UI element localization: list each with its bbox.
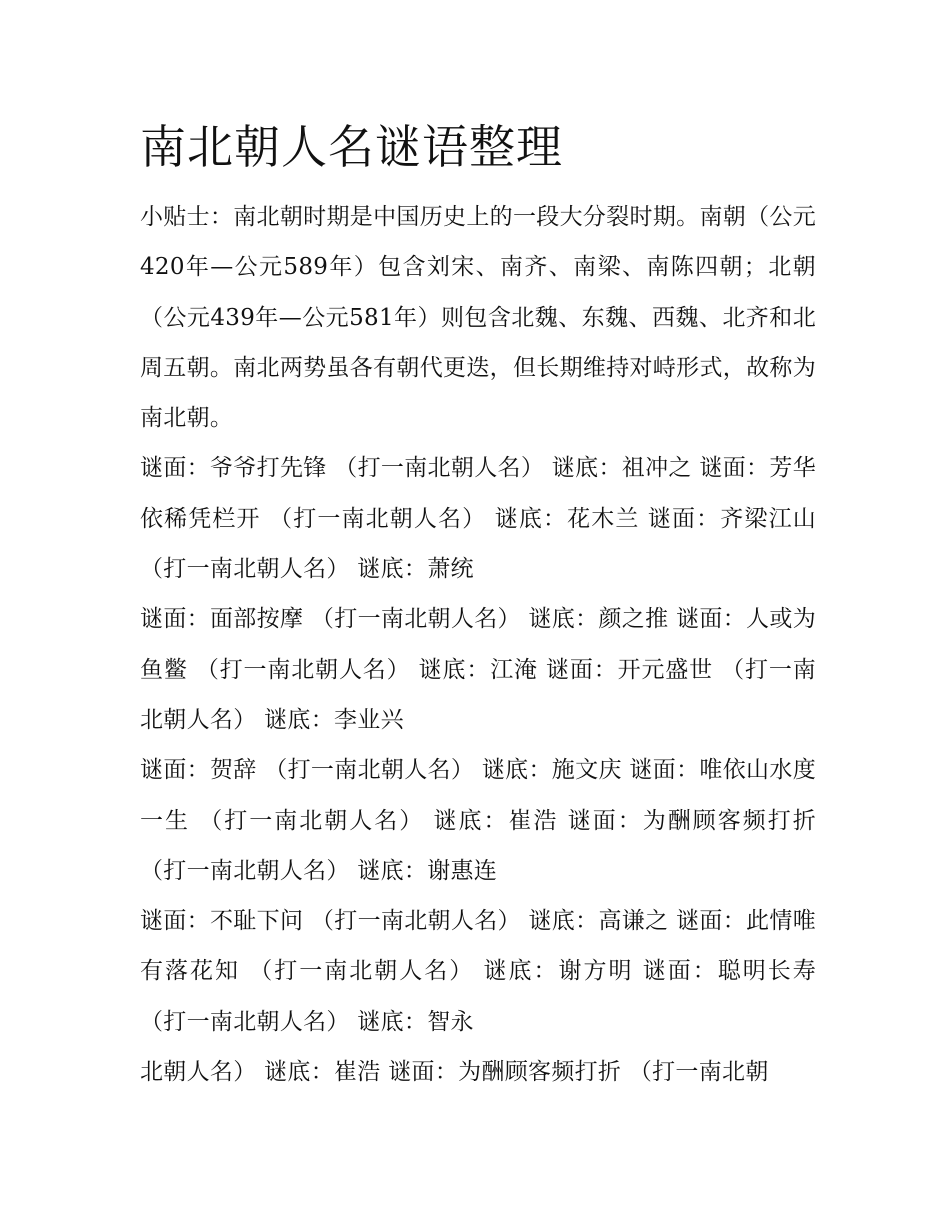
riddle-paragraph-4: 谜面：不耻下问 （打一南北朝人名） 谜底：高谦之 谜面：此情唯有落花知 （打一南北朝人名） 谜底：谢方明 谜面：聪明长寿 （打一南北朝人名） 谜底：智永 bbox=[140, 908, 816, 1035]
document-page bbox=[140, 112, 816, 1097]
page-title: 南北朝人名谜语整理 bbox=[140, 120, 563, 174]
intro-paragraph: 小贴士：南北朝时期是中国历史上的一段大分裂时期。南朝（公元420年—公元589年）包含刘宋、南齐、南梁、南陈四朝；北朝（公元439年—公元581年）则包含北魏、东魏、西魏、北齐和北周五朝。南北两势虽各有朝代更迭，但长期维持对峙形式，故称为南北朝。 bbox=[140, 204, 816, 432]
riddle-paragraph-2: 谜面：面部按摩 （打一南北朝人名） 谜底：颜之推 谜面：人或为鱼鳖 （打一南北朝人名） 谜底：江淹 谜面：开元盛世 （打一南北朝人名） 谜底：李业兴 bbox=[140, 606, 816, 733]
riddle-paragraph-1: 谜面：爷爷打先锋 （打一南北朝人名） 谜底：祖冲之 谜面：芳华依稀凭栏开 （打一南北朝人名） 谜底：花木兰 谜面：齐梁江山 （打一南北朝人名） 谜底：萧统 bbox=[140, 455, 816, 583]
riddle-paragraph-3: 谜面：贺辞 （打一南北朝人名） 谜底：施文庆 谜面：唯依山水度一生 （打一南北朝人名） 谜底：崔浩 谜面：为酬顾客频打折 （打一南北朝人名） 谜底：谢惠连 bbox=[140, 757, 816, 884]
riddle-paragraph-5: 北朝人名） 谜底：崔浩 谜面：为酬顾客频打折 （打一南北朝 bbox=[140, 1059, 769, 1086]
